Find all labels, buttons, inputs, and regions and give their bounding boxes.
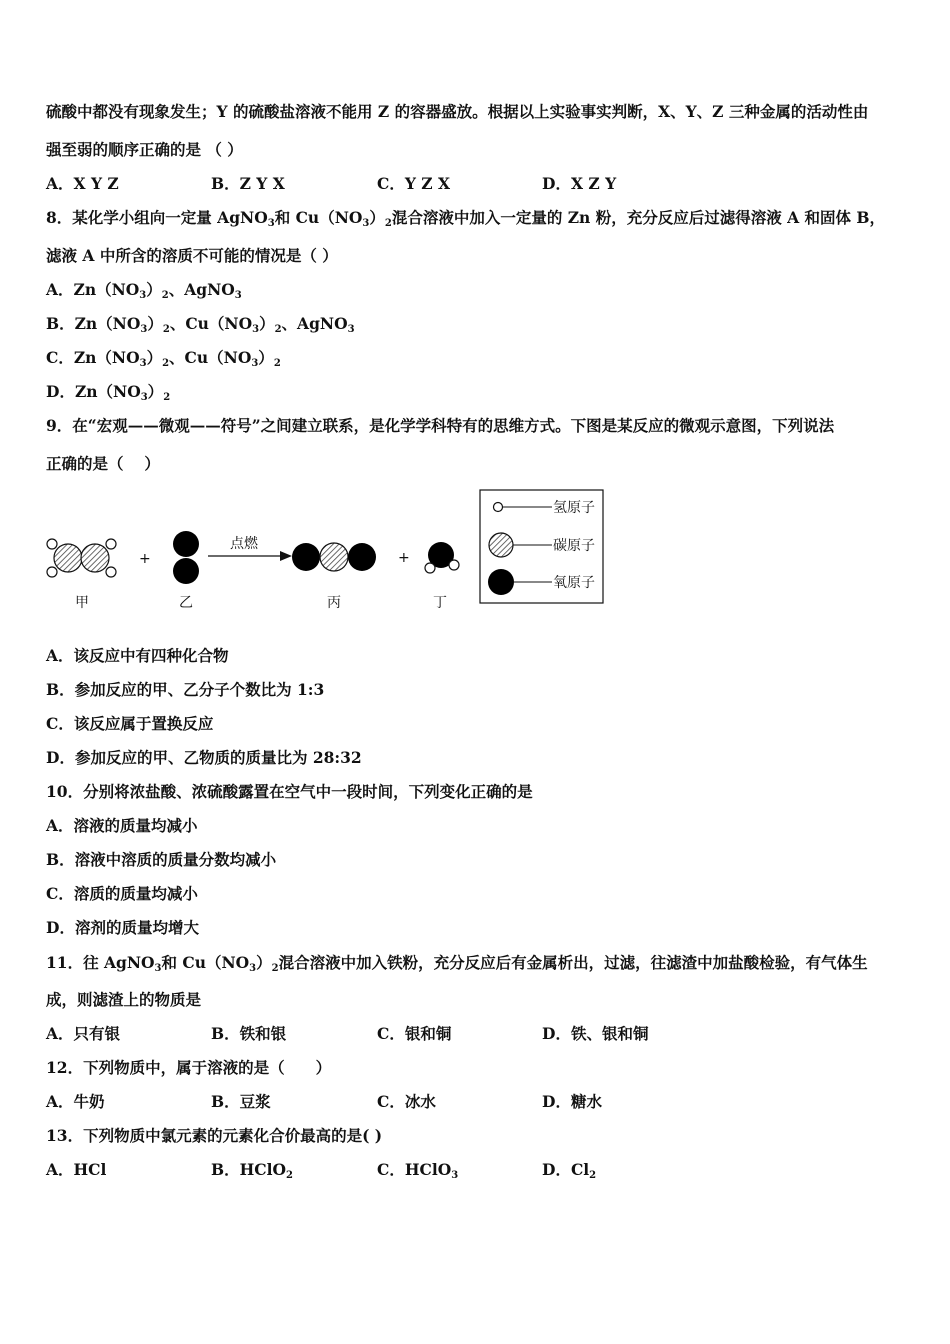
q7-option-c[interactable]: C．Y Z X [377,174,451,193]
q12-line1: 12．下列物质中，属于溶液的是（ ） [46,1058,332,1077]
legend-carbon: 碳原子 [553,538,595,554]
q12-option-a[interactable]: A．牛奶 [46,1092,105,1111]
label-bing: 丙 [327,595,341,611]
q7-line2: 强至弱的顺序正确的是 （ ） [46,140,243,159]
q8-line1: 8．某化学小组向一定量 AgNO$_3$和 $Cu(NO_3)_2$混合溶液中加入一定量的 Zn 粉，充分反应后过滤得溶液 A 和固体 B， [46,208,886,229]
arrow-label: 点燃 [230,536,258,552]
molecule-jia [47,539,116,577]
plus-sign-2: + [398,550,410,566]
arrow-head-icon [280,551,292,561]
label-yi: 乙 [179,595,193,611]
label-jia: 甲 [75,595,89,611]
q8-option-a[interactable]: A．$Zn(NO_3)_2$、AgNO$_3$ [46,280,242,301]
q10-option-b[interactable]: B．溶液中溶质的质量分数均减小 [46,850,277,869]
q7-line1: 硫酸中都没有现象发生；Y 的硫酸盐溶液不能用 Z 的容器盛放。根据以上实验事实判断，X、Y、Z 三种金属的活动性由 [46,102,869,121]
plus-sign-1: + [139,551,151,567]
q7-option-d[interactable]: D．X Z Y [542,174,617,193]
q13-option-b[interactable]: B．HClO$_2$ [211,1160,293,1181]
reaction-micro-diagram [40,486,610,616]
diagram-legend [480,490,603,603]
q11-line1: 11．往 AgNO$_3$和 $Cu(NO_3)_2$混合溶液中加入铁粉，充分反应后有金属析出，过滤，往滤渣中加盐酸检验，有气体生 [46,953,868,974]
q10-option-a[interactable]: A．溶液的质量均减小 [46,816,198,835]
molecule-yi [173,531,199,584]
q10-option-d[interactable]: D．溶剂的质量均增大 [46,918,199,937]
molecule-bing [292,543,376,571]
q8-option-c[interactable]: C．$Zn(NO_3)_2$、$Cu(NO_3)_2$ [46,348,281,369]
q11-option-d[interactable]: D．铁、银和铜 [542,1024,649,1043]
q9-line1: 9．在“宏观——微观——符号”之间建立联系，是化学学科特有的思维方式。下图是某反应的微观示意图，下列说法 [46,416,835,435]
molecule-ding [425,542,459,573]
q13-option-a[interactable]: A．HCl [46,1160,107,1179]
q12-option-c[interactable]: C．冰水 [377,1092,436,1111]
q8-line2: 滤液 A 中所含的溶质不可能的情况是（ ） [46,246,338,265]
q13-option-d[interactable]: D．$Cl_2$ [542,1160,597,1181]
q13-line1: 13．下列物质中氯元素的元素化合价最高的是( ) [46,1126,383,1145]
legend-oxygen: 氧原子 [553,575,595,591]
legend-hydrogen: 氢原子 [553,500,595,516]
q9-option-d[interactable]: D．参加反应的甲、乙物质的质量比为 28:32 [46,748,362,767]
q10-line1: 10．分别将浓盐酸、浓硫酸露置在空气中一段时间，下列变化正确的是 [46,782,533,801]
q8-option-b[interactable]: B．$Zn(NO_3)_2$、$Cu(NO_3)_2$、AgNO$_3$ [46,314,355,335]
label-ding: 丁 [433,595,447,611]
q9-option-b[interactable]: B．参加反应的甲、乙分子个数比为 1:3 [46,680,325,699]
q9-option-a[interactable]: A．该反应中有四种化合物 [46,646,229,665]
q8-option-d[interactable]: D．$Zn(NO_3)_2$ [46,382,171,403]
q7-option-b[interactable]: B．Z Y X [211,174,285,193]
q11-line2: 成，则滤渣上的物质是 [46,990,202,1009]
q9-line2: 正确的是（ ） [46,454,160,473]
q11-option-b[interactable]: B．铁和银 [211,1024,287,1043]
q11-option-c[interactable]: C．银和铜 [377,1024,452,1043]
q12-option-b[interactable]: B．豆浆 [211,1092,271,1111]
q11-option-a[interactable]: A．只有银 [46,1024,121,1043]
q13-option-c[interactable]: C．HClO$_3$ [377,1160,459,1181]
q10-option-c[interactable]: C．溶质的质量均减小 [46,884,198,903]
q7-option-a[interactable]: A．X Y Z [46,174,119,193]
q12-option-d[interactable]: D．糖水 [542,1092,602,1111]
q9-option-c[interactable]: C．该反应属于置换反应 [46,714,214,733]
